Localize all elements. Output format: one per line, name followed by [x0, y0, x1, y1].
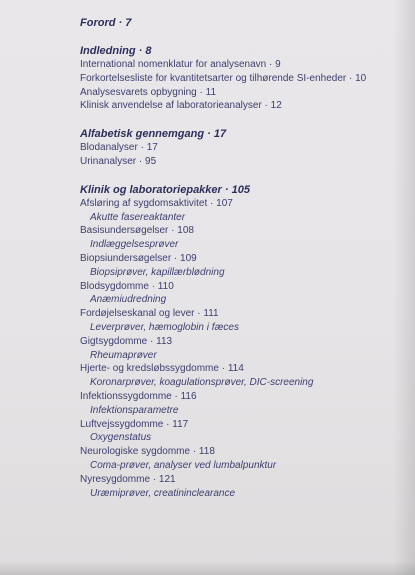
toc-item: Analysesvarets opbygning · 11 [80, 86, 217, 98]
toc-section-forord [80, 16, 405, 30]
toc-subitem: Coma-prøver, analyser ved lumbalpunktur [90, 459, 277, 471]
toc-item: Blodsygdomme · 110 [80, 280, 174, 292]
toc-item: Nyresygdomme · 121 [80, 473, 176, 485]
toc-subitem: Infektionsparametre [90, 404, 179, 416]
toc-item: Forkortelsesliste for kvantitetsarter og tilhørende SI-enheder · 10 [80, 72, 367, 84]
toc-heading-indledning: Indledning · 8 [80, 45, 152, 57]
toc-heading-forord: Forord · 7 [80, 17, 132, 29]
toc-heading-alfabetisk: Alfabetisk gennemgang · 17 [80, 128, 227, 141]
toc-subitem: Oxygenstatus [90, 432, 152, 444]
toc-section-klinik [80, 183, 405, 501]
toc-subitem: Rheumaprøver [90, 349, 157, 361]
toc-subitem: Biopsiprøver, kapillærblødning [90, 266, 225, 278]
toc-item: Luftvejssygdomme · 117 [80, 418, 189, 430]
toc-item: Infektionssygdomme · 116 [80, 390, 197, 402]
toc-item: Blodanalyser · 17 [80, 142, 158, 154]
toc-item: Afsløring af sygdomsaktivitet · 107 [80, 197, 233, 209]
toc-subitem: Indlæggelsesprøver [90, 239, 179, 251]
toc-section-indledning [80, 44, 405, 113]
toc-subitem: Leverprøver, hæmoglobin i fæces [90, 321, 239, 333]
toc-item: Fordøjelseskanal og lever · 111 [80, 308, 219, 320]
toc-item: Biopsiundersøgelser · 109 [80, 252, 197, 264]
toc-subitem: Uræmiprøver, creatininclearance [90, 487, 236, 499]
toc-section-alfabetisk [80, 127, 405, 169]
toc-item: Hjerte- og kredsløbssygdomme · 114 [80, 363, 244, 375]
toc-subitem: Akutte fasereaktanter [90, 211, 186, 223]
page-bottom-shadow [0, 561, 415, 575]
toc-item: Gigtsygdomme · 113 [80, 335, 173, 347]
toc-item: Neurologiske sygdomme · 118 [80, 446, 215, 458]
toc-item: Urinanalyser · 95 [80, 155, 157, 167]
toc-subitem: Anæmiudredning [90, 294, 167, 306]
toc-item: Klinisk anvendelse af laboratorieanalyser · 12 [80, 100, 282, 112]
toc-item: International nomenklatur for analysenavn · 9 [80, 59, 281, 70]
toc-heading-klinik: Klinik og laboratoriepakker · 105 [80, 183, 250, 196]
toc-item: Basisundersøgelser · 108 [80, 225, 194, 237]
toc-subitem: Koronarprøver, koagulationsprøver, DIC-screening [90, 377, 314, 389]
